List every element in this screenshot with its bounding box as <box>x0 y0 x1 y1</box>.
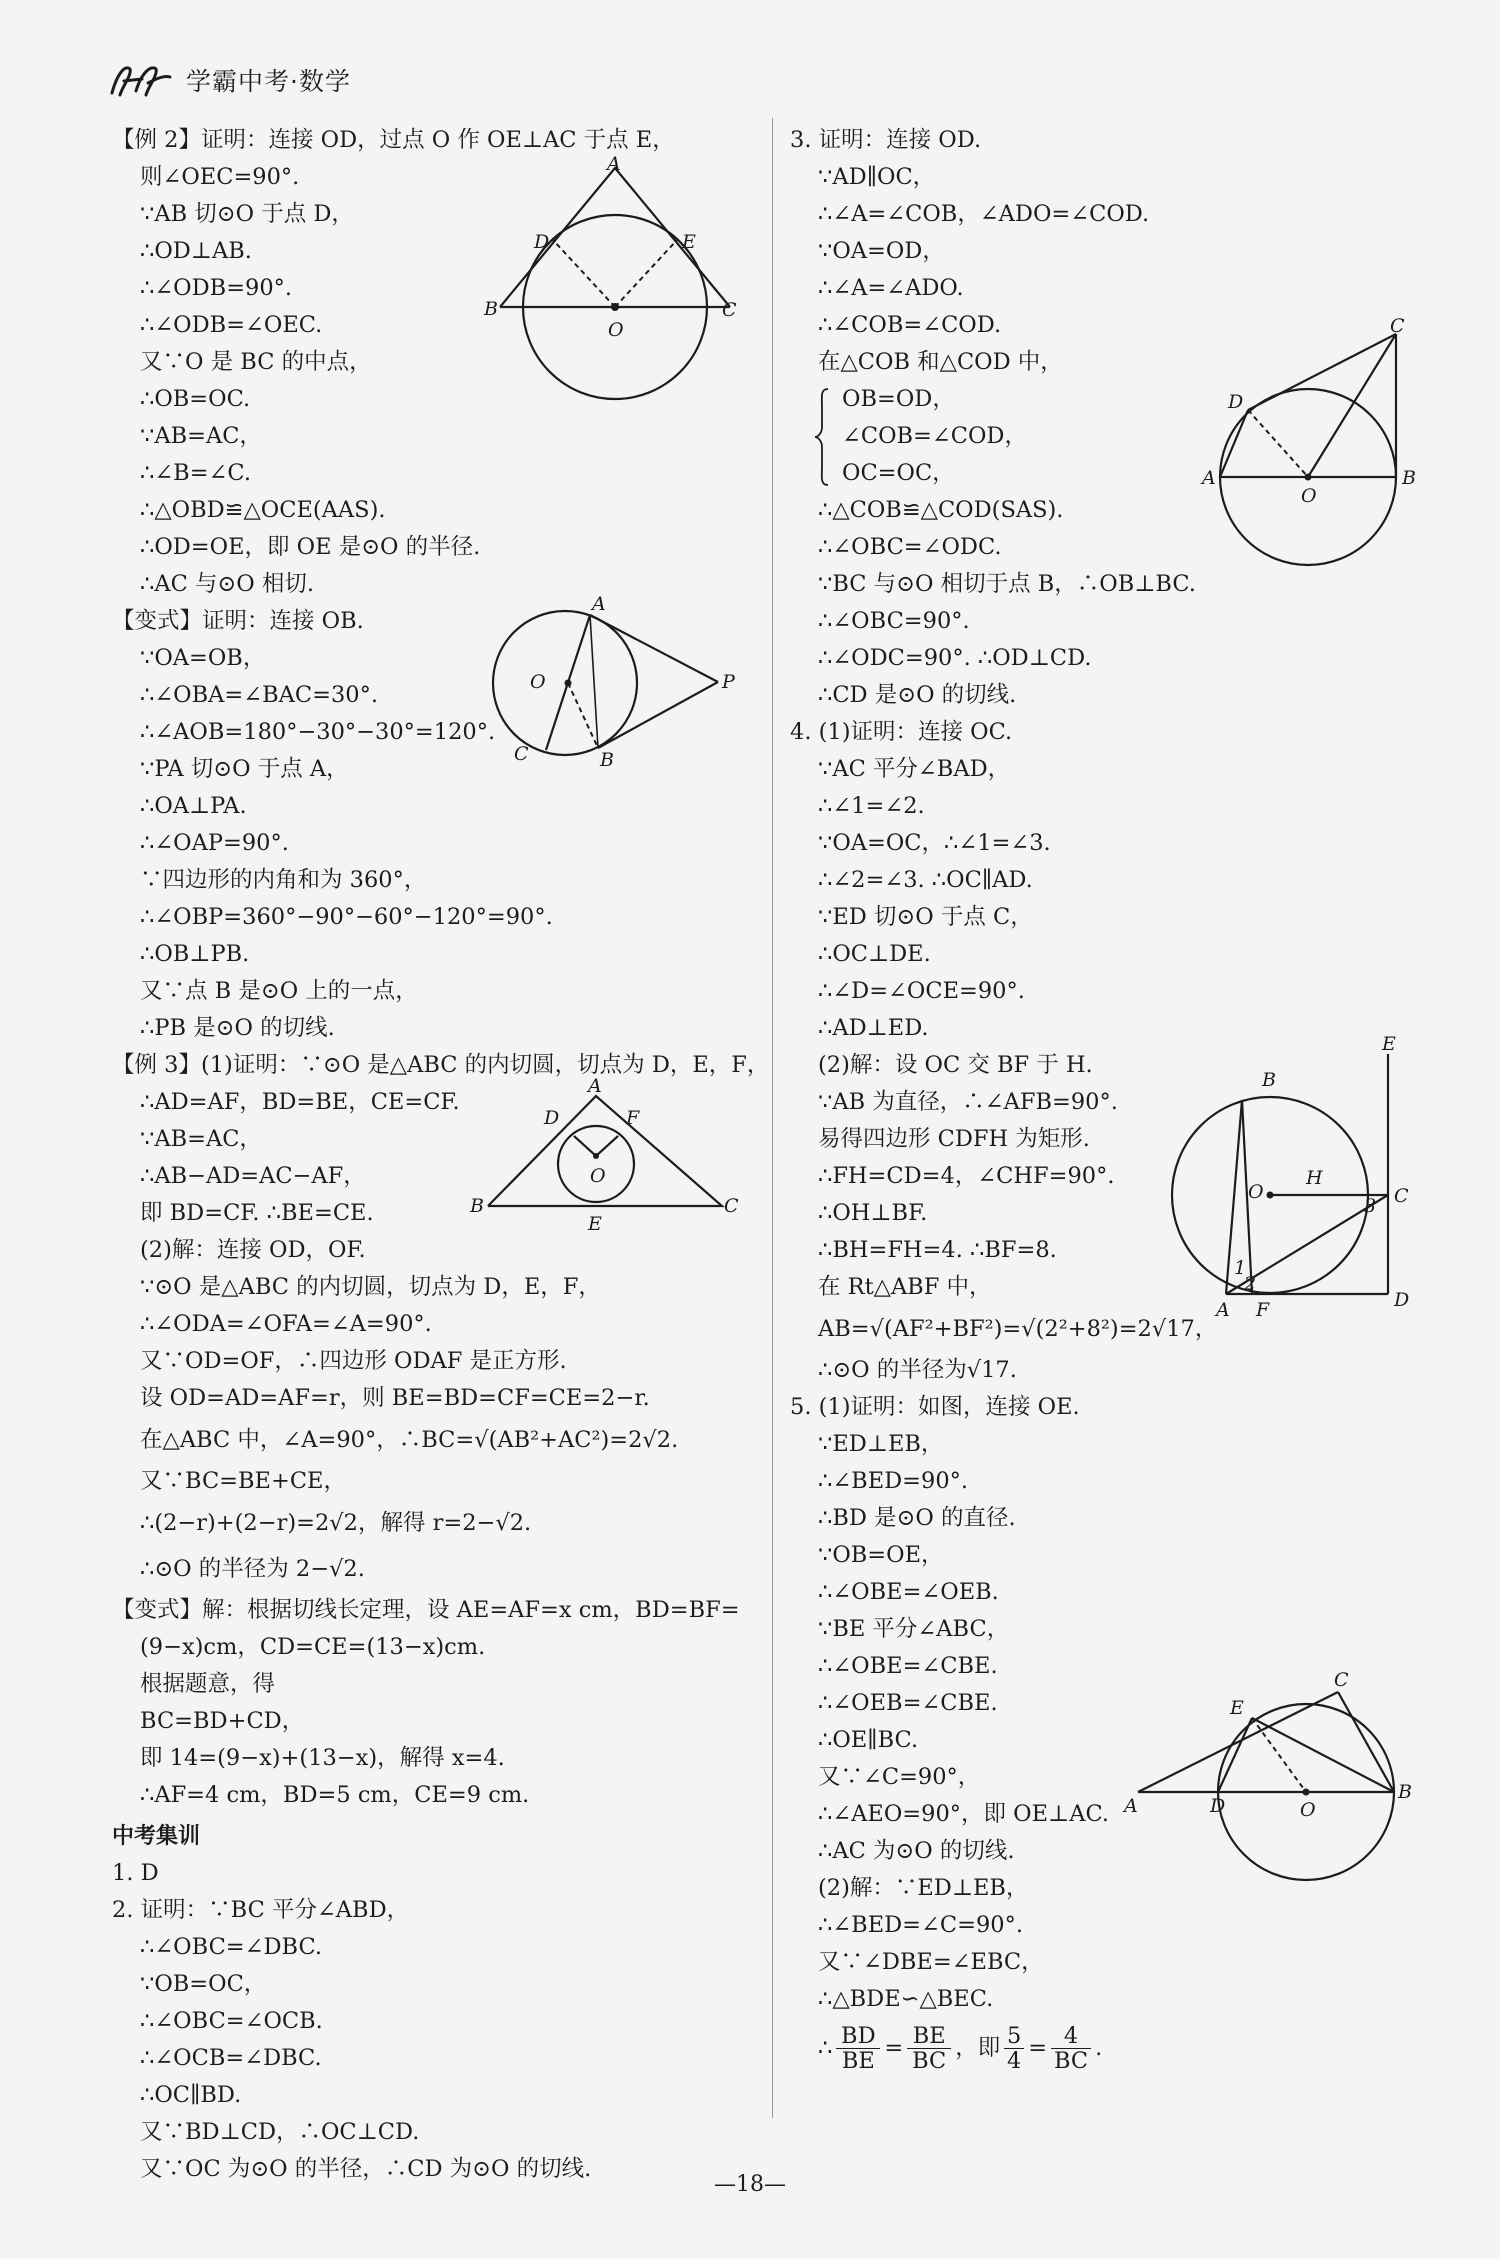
text-line: ∴△COB≌△COD(SAS). <box>818 497 1064 523</box>
text-line: ∴AC 与⊙O 相切. <box>140 571 315 597</box>
text-line: ∴∠BED=90°. <box>818 1468 969 1494</box>
header-title: 学霸中考·数学 <box>186 67 351 96</box>
figure-variant1 <box>470 588 740 778</box>
label-d: D <box>534 231 550 253</box>
page-number: —18— <box>714 2172 786 2197</box>
text-line: ∴OB⊥PB. <box>140 941 250 967</box>
text-line: ∵ED⊥EB， <box>818 1431 944 1457</box>
text-line: ∴∠ODA=∠OFA=∠A=90°. <box>140 1311 432 1337</box>
fraction <box>1004 2024 1024 2073</box>
text-line: ∴∠OEB=∠CBE. <box>818 1690 998 1716</box>
text-line: ∵AB=AC， <box>140 423 262 449</box>
label-b: B <box>1262 1069 1276 1091</box>
text-line: 5. (1)证明：如图，连接 OE. <box>790 1394 1080 1420</box>
label-o: O <box>608 319 624 341</box>
text-line: ∴OC⊥DE. <box>818 941 931 967</box>
center-point <box>1305 474 1312 481</box>
label-o: O <box>590 1165 606 1187</box>
equals-sign: = <box>884 2034 904 2061</box>
label-d: D <box>1210 1795 1226 1817</box>
text-line: 在△ABC 中，∠A=90°，∴BC=√(AB²+AC²)=2√2. <box>140 1427 679 1453</box>
equals-sign: = <box>1028 2034 1048 2061</box>
center-point <box>593 1153 599 1159</box>
label-o: O <box>1248 1181 1264 1203</box>
text-line: ∴AF=4 cm，BD=5 cm，CE=9 cm. <box>140 1782 530 1808</box>
fraction-numerator: BD <box>841 2022 876 2049</box>
text-line: ∴FH=CD=4，∠CHF=90°. <box>818 1163 1115 1189</box>
text-line: 设 OD=AD=AF=r，则 BE=BD=CF=CE=2−r. <box>140 1385 650 1411</box>
segment-eo <box>1252 1718 1306 1792</box>
text-line: ∴∠A=∠COB，∠ADO=∠COD. <box>818 201 1150 227</box>
text-line: ∴⊙O 的半径为 2−√2. <box>140 1556 365 1582</box>
text-line: (2)解：设 OC 交 BF 于 H. <box>818 1052 1093 1078</box>
segment-od <box>553 240 615 307</box>
text-line: ∴△BDE∽△BEC. <box>818 1986 994 2012</box>
label-a: A <box>588 1075 602 1097</box>
label-c: C <box>722 299 737 321</box>
text-line: ∴(2−r)+(2−r)=2√2，解得 r=2−√2. <box>140 1510 532 1536</box>
fraction-denominator: BE <box>841 2047 875 2074</box>
text-line: ∴OH⊥BF. <box>818 1200 928 1226</box>
segment-od <box>1248 410 1308 477</box>
text-line: ∵ED 切⊙O 于点 C， <box>818 904 1033 930</box>
text-line: ∴BD 是⊙O 的直径. <box>818 1505 1016 1531</box>
label-b: B <box>1398 1781 1412 1803</box>
text-line: ∴∠OAP=90°. <box>140 830 289 856</box>
text-line: 又∵∠DBE=∠EBC， <box>818 1949 1044 1975</box>
text-line: AB=√(AF²+BF²)=√(2²+8²)=2√17， <box>818 1316 1218 1342</box>
text-line: ∴∠1=∠2. <box>818 793 925 819</box>
text-line: ∴AB−AD=AC−AF， <box>140 1163 366 1189</box>
center-point <box>611 303 619 311</box>
label-c: C <box>514 743 529 765</box>
label-angle2: 2 <box>1244 1273 1257 1295</box>
text-line: ∴AC 为⊙O 的切线. <box>818 1838 1015 1864</box>
text-line: ∴∠D=∠OCE=90°. <box>818 978 1025 1004</box>
fraction <box>836 2024 880 2073</box>
figure-example3 <box>470 1075 740 1238</box>
text-line: 即 BD=CF. ∴BE=CE. <box>140 1200 374 1226</box>
text-line: ∴∠OBP=360°−90°−60°−120°=90°. <box>140 904 553 930</box>
label-c: C <box>724 1195 739 1217</box>
label-e: E <box>1382 1033 1396 1055</box>
text-line: (9−x)cm，CD=CE=(13−x)cm. <box>140 1634 486 1660</box>
label-a: A <box>1202 467 1216 489</box>
text-line: ∴∠ODC=90°. ∴OD⊥CD. <box>818 645 1092 671</box>
label-b: B <box>484 298 498 320</box>
center-point <box>1267 1192 1274 1199</box>
text-line: 3. 证明：连接 OD. <box>790 127 982 153</box>
text-line: ∵AB=AC， <box>140 1126 262 1152</box>
text-line: ∴∠AOB=180°−30°−30°=120°. <box>140 719 496 745</box>
fraction <box>907 2024 951 2073</box>
text-line: ∴∠ODB=90°. <box>140 275 293 301</box>
label-d: D <box>544 1107 560 1129</box>
text-line: ∴OE∥BC. <box>818 1727 919 1753</box>
fraction <box>1051 2024 1091 2073</box>
text-line: ∴OB=OC. <box>140 386 251 412</box>
label-f: F <box>626 1107 640 1129</box>
label-d: D <box>1228 391 1244 413</box>
text-line: 【变式】证明：连接 OB. <box>112 608 364 634</box>
text-line: 又∵BC=BE+CE， <box>140 1468 346 1494</box>
ratio-equation <box>790 2018 1410 2078</box>
text-line: ∴∠AEO=90°，即 OE⊥AC. <box>818 1801 1110 1827</box>
label-angle3: 3 <box>1364 1195 1377 1217</box>
page-header <box>108 58 351 102</box>
text-line: ∴AD⊥ED. <box>818 1015 929 1041</box>
label-o: O <box>1301 485 1317 507</box>
text-line: 又∵OC 为⊙O 的半径，∴CD 为⊙O 的切线. <box>140 2156 592 2182</box>
segment-ab <box>590 615 598 748</box>
text-line: ∴∠OBC=∠DBC. <box>140 1934 323 1960</box>
text-line: 在△COB 和△COD 中， <box>818 349 1063 375</box>
text-line: ∴∠B=∠C. <box>140 460 251 486</box>
therefore-symbol: ∴ <box>818 2034 833 2061</box>
label-o: O <box>530 671 546 693</box>
text-line: ∵OB=OE， <box>818 1542 944 1568</box>
text-line: 【例 3】(1)证明：∵⊙O 是△ABC 的内切圆，切点为 D，E，F， <box>112 1052 770 1078</box>
fraction-denominator: BC <box>912 2047 947 2074</box>
label-h: H <box>1306 1167 1323 1189</box>
text-line: ∴PB 是⊙O 的切线. <box>140 1015 335 1041</box>
label-c: C <box>1394 1185 1409 1207</box>
text-line: ∵AB 为直径，∴∠AFB=90°. <box>818 1089 1118 1115</box>
text-line: 又∵点 B 是⊙O 上的一点， <box>140 978 418 1004</box>
text-line: 即 14=(9−x)+(13−x)，解得 x=4. <box>140 1745 505 1771</box>
text-line: 2. 证明：∵BC 平分∠ABD， <box>112 1897 410 1923</box>
left-brace-icon <box>814 387 830 487</box>
section-heading: 中考集训 <box>112 1824 201 1849</box>
text-line: ∴AD=AF，BD=BE，CE=CF. <box>140 1089 460 1115</box>
label-a: A <box>607 153 621 175</box>
fraction-numerator: 5 <box>1007 2022 1022 2049</box>
segment-ed <box>1218 1718 1252 1792</box>
label-o: O <box>1300 1799 1316 1821</box>
incircle-o <box>558 1126 634 1202</box>
text-line: ∴∠OBE=∠OEB. <box>818 1579 999 1605</box>
text-line: ∵AB 切⊙O 于点 D， <box>140 201 354 227</box>
text-line: ∴∠2=∠3. ∴OC∥AD. <box>818 867 1033 893</box>
figure-problem4 <box>1160 1033 1420 1330</box>
tangent-pa <box>590 615 718 682</box>
center-point <box>1303 1789 1310 1796</box>
text-line: ∵OA=OC，∴∠1=∠3. <box>818 830 1051 856</box>
text-line: ∴∠ODB=∠OEC. <box>140 312 323 338</box>
label-b: B <box>470 1195 484 1217</box>
text-line: ∴⊙O 的半径为√17. <box>818 1357 1017 1383</box>
label-a: A <box>592 593 606 615</box>
label-a: A <box>1124 1795 1138 1817</box>
text-line: ∵AC 平分∠BAD， <box>818 756 1011 782</box>
label-e: E <box>682 231 696 253</box>
text-line: ∴OC∥BD. <box>140 2082 242 2108</box>
period: . <box>1095 2034 1103 2061</box>
text-line: 又∵BD⊥CD，∴OC⊥CD. <box>140 2119 420 2145</box>
text-line: 又∵O 是 BC 的中点， <box>140 349 372 375</box>
text-line: ∴∠OBA=∠BAC=30°. <box>140 682 378 708</box>
figure-problem3 <box>1198 312 1438 572</box>
segment-oe <box>615 240 677 307</box>
text-line: ∵BE 平分∠ABC， <box>818 1616 1010 1642</box>
fraction-numerator: BE <box>912 2022 946 2049</box>
label-b: B <box>1402 467 1416 489</box>
triangle-abc <box>488 1096 722 1206</box>
segment-ob <box>568 683 598 748</box>
label-angle1: 1 <box>1234 1257 1247 1279</box>
text-line: 1. D <box>112 1860 159 1886</box>
text-line: 【变式】解：根据切线长定理，设 AE=AF=x cm，BD=BF= <box>112 1597 740 1623</box>
text-line: ∴OD=OE，即 OE 是⊙O 的半径. <box>140 534 481 560</box>
label-a: A <box>1216 1299 1230 1321</box>
text-line: OC=OC， <box>842 460 955 486</box>
fraction-denominator: BC <box>1053 2047 1089 2074</box>
text-line: ∴OD⊥AB. <box>140 238 252 264</box>
text-line: ∵⊙O 是△ABC 的内切圆，切点为 D，E，F， <box>140 1274 601 1300</box>
text-line: BC=BD+CD， <box>140 1708 305 1734</box>
segment-ad <box>1220 410 1248 477</box>
fraction-denominator: 4 <box>1007 2047 1022 2074</box>
text-line: ∴∠OBC=∠OCB. <box>140 2008 323 2034</box>
label-e: E <box>588 1213 602 1235</box>
label-e: E <box>1230 1697 1244 1719</box>
fraction-numerator: 4 <box>1063 2022 1079 2049</box>
connector-text: ，即 <box>955 2034 1001 2061</box>
label-f: F <box>1256 1299 1270 1321</box>
text-line: ∵四边形的内角和为 360°， <box>140 867 427 893</box>
text-line: ∴CD 是⊙O 的切线. <box>818 682 1017 708</box>
text-line: 根据题意，得 <box>140 1671 276 1697</box>
figure-example2 <box>484 150 740 400</box>
text-line: 又∵OD=OF，∴四边形 ODAF 是正方形. <box>140 1348 567 1374</box>
text-line: 【例 2】证明：连接 OD，过点 O 作 OE⊥AC 于点 E， <box>112 127 675 153</box>
text-line: ∵OB=OC， <box>140 1971 267 1997</box>
column-divider <box>772 118 773 2118</box>
text-line: ∵PA 切⊙O 于点 A， <box>140 756 349 782</box>
label-d: D <box>1394 1289 1410 1311</box>
text-line: ∴BH=FH=4. ∴BF=8. <box>818 1237 1057 1263</box>
center-point <box>565 680 572 687</box>
text-line: 4. (1)证明：连接 OC. <box>790 719 1013 745</box>
figure-problem5 <box>1124 1669 1420 1880</box>
text-line: 又∵∠C=90°， <box>818 1764 981 1790</box>
text-line: ∴△OBD≌△OCE(AAS). <box>140 497 386 523</box>
text-line: ∴OA⊥PA. <box>140 793 247 819</box>
text-line: ∵OA=OB， <box>140 645 266 671</box>
text-line: ∴∠BED=∠C=90°. <box>818 1912 1023 1938</box>
text-line: ∴∠COB=∠COD. <box>818 312 1002 338</box>
text-line: ∵OA=OD， <box>818 238 945 264</box>
text-line: ∴∠OCB=∠DBC. <box>140 2045 322 2071</box>
label-c: C <box>1390 315 1405 337</box>
text-line: ∴∠OBE=∠CBE. <box>818 1653 998 1679</box>
label-c: C <box>1334 1669 1349 1691</box>
text-line: 在 Rt△ABF 中， <box>818 1274 992 1300</box>
text-line: (2)解：连接 OD，OF. <box>140 1237 366 1263</box>
text-line: OB=OD， <box>842 386 955 412</box>
brand-logo-icon <box>108 61 174 99</box>
text-line: 易得四边形 CDFH 为矩形. <box>818 1126 1090 1152</box>
text-line: ∴∠A=∠ADO. <box>818 275 964 301</box>
text-line: 则∠OEC=90°. <box>140 164 300 190</box>
text-line: ∵AD∥OC， <box>818 164 936 190</box>
text-line: ∵BC 与⊙O 相切于点 B，∴OB⊥BC. <box>818 571 1196 597</box>
text-line: ∴∠OBC=∠ODC. <box>818 534 1002 560</box>
text-line: ∠COB=∠COD， <box>842 423 1027 449</box>
text-line: ∴∠OBC=90°. <box>818 608 970 634</box>
tangent-pb <box>598 682 718 748</box>
label-b: B <box>600 749 614 771</box>
label-p: P <box>722 671 735 693</box>
text-line: (2)解：∵ED⊥EB， <box>818 1875 1029 1901</box>
